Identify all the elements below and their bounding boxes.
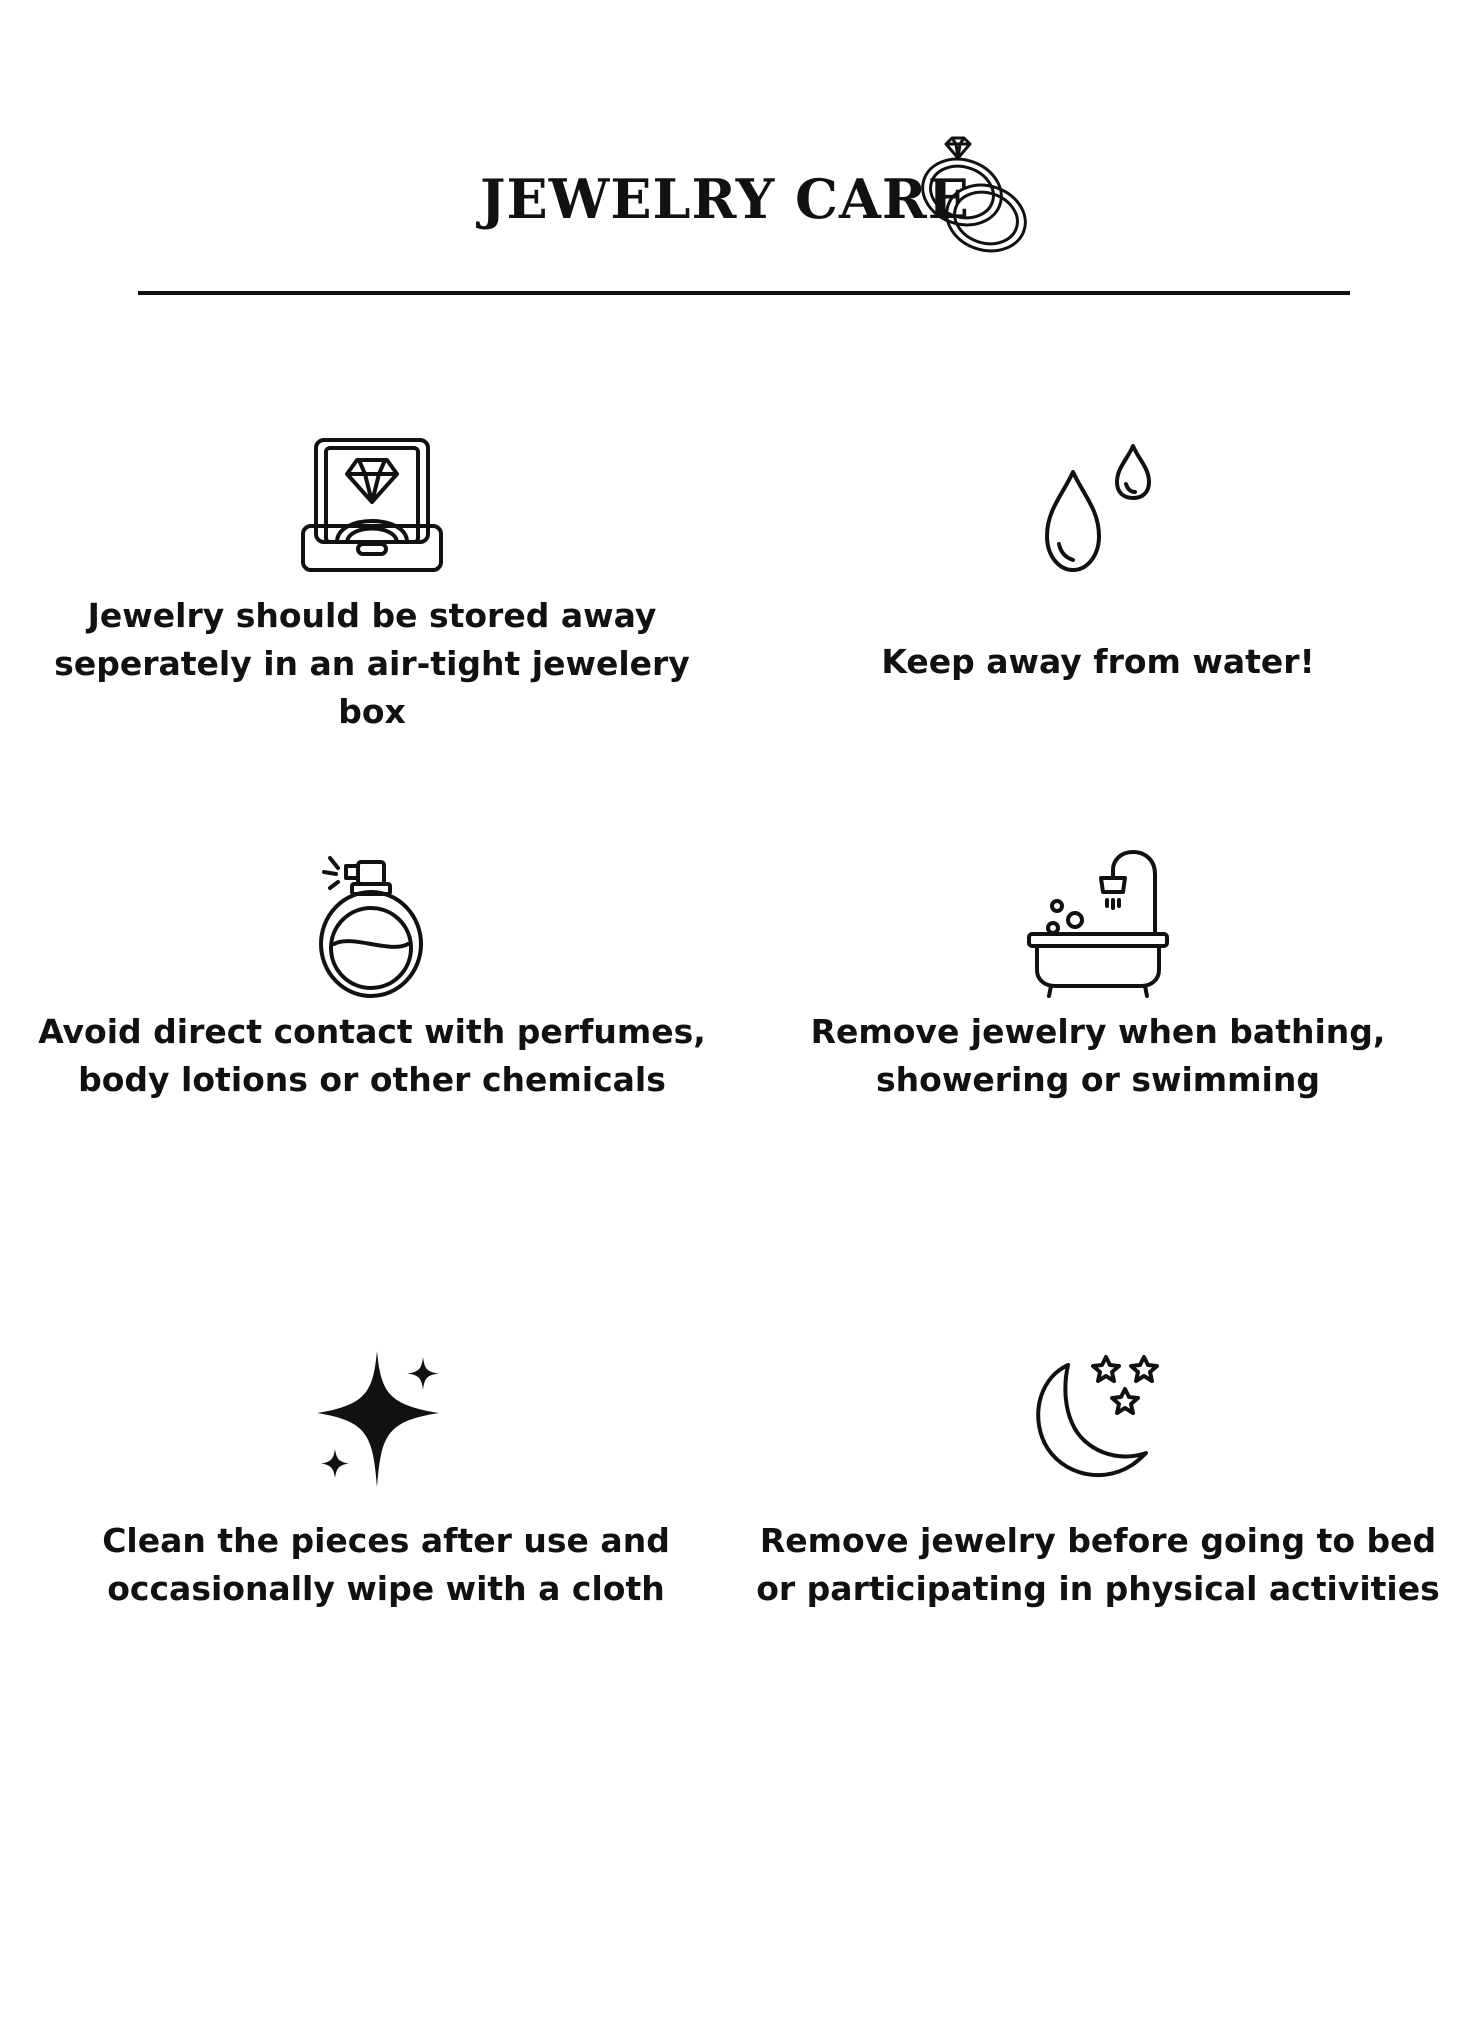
tip-text: Remove jewelry when bathing, showering or swimming <box>810 1012 1386 1099</box>
rings-icon <box>916 128 1036 264</box>
page-title: JEWELRY CARE <box>480 167 970 231</box>
sparkles-icon <box>311 1345 461 1495</box>
jewelry-box-icon <box>297 430 447 580</box>
page-header <box>0 120 1460 270</box>
header-divider <box>138 291 1350 295</box>
tip-text: Jewelry should be stored away seperately in an air-tight jewelery box <box>54 596 690 731</box>
tip-text: Keep away from water! <box>881 642 1315 681</box>
perfume-bottle-icon <box>312 848 432 998</box>
moon-stars-icon <box>1028 1347 1168 1487</box>
tip-text: Clean the pieces after use and occasionally wipe with a cloth <box>102 1521 670 1608</box>
water-drops-icon <box>1033 438 1163 588</box>
tip-text: Remove jewelry before going to bed or participating in physical activities <box>756 1521 1440 1608</box>
bathtub-shower-icon <box>1023 848 1173 998</box>
tip-text: Avoid direct contact with perfumes, body lotions or other chemicals <box>38 1012 706 1099</box>
